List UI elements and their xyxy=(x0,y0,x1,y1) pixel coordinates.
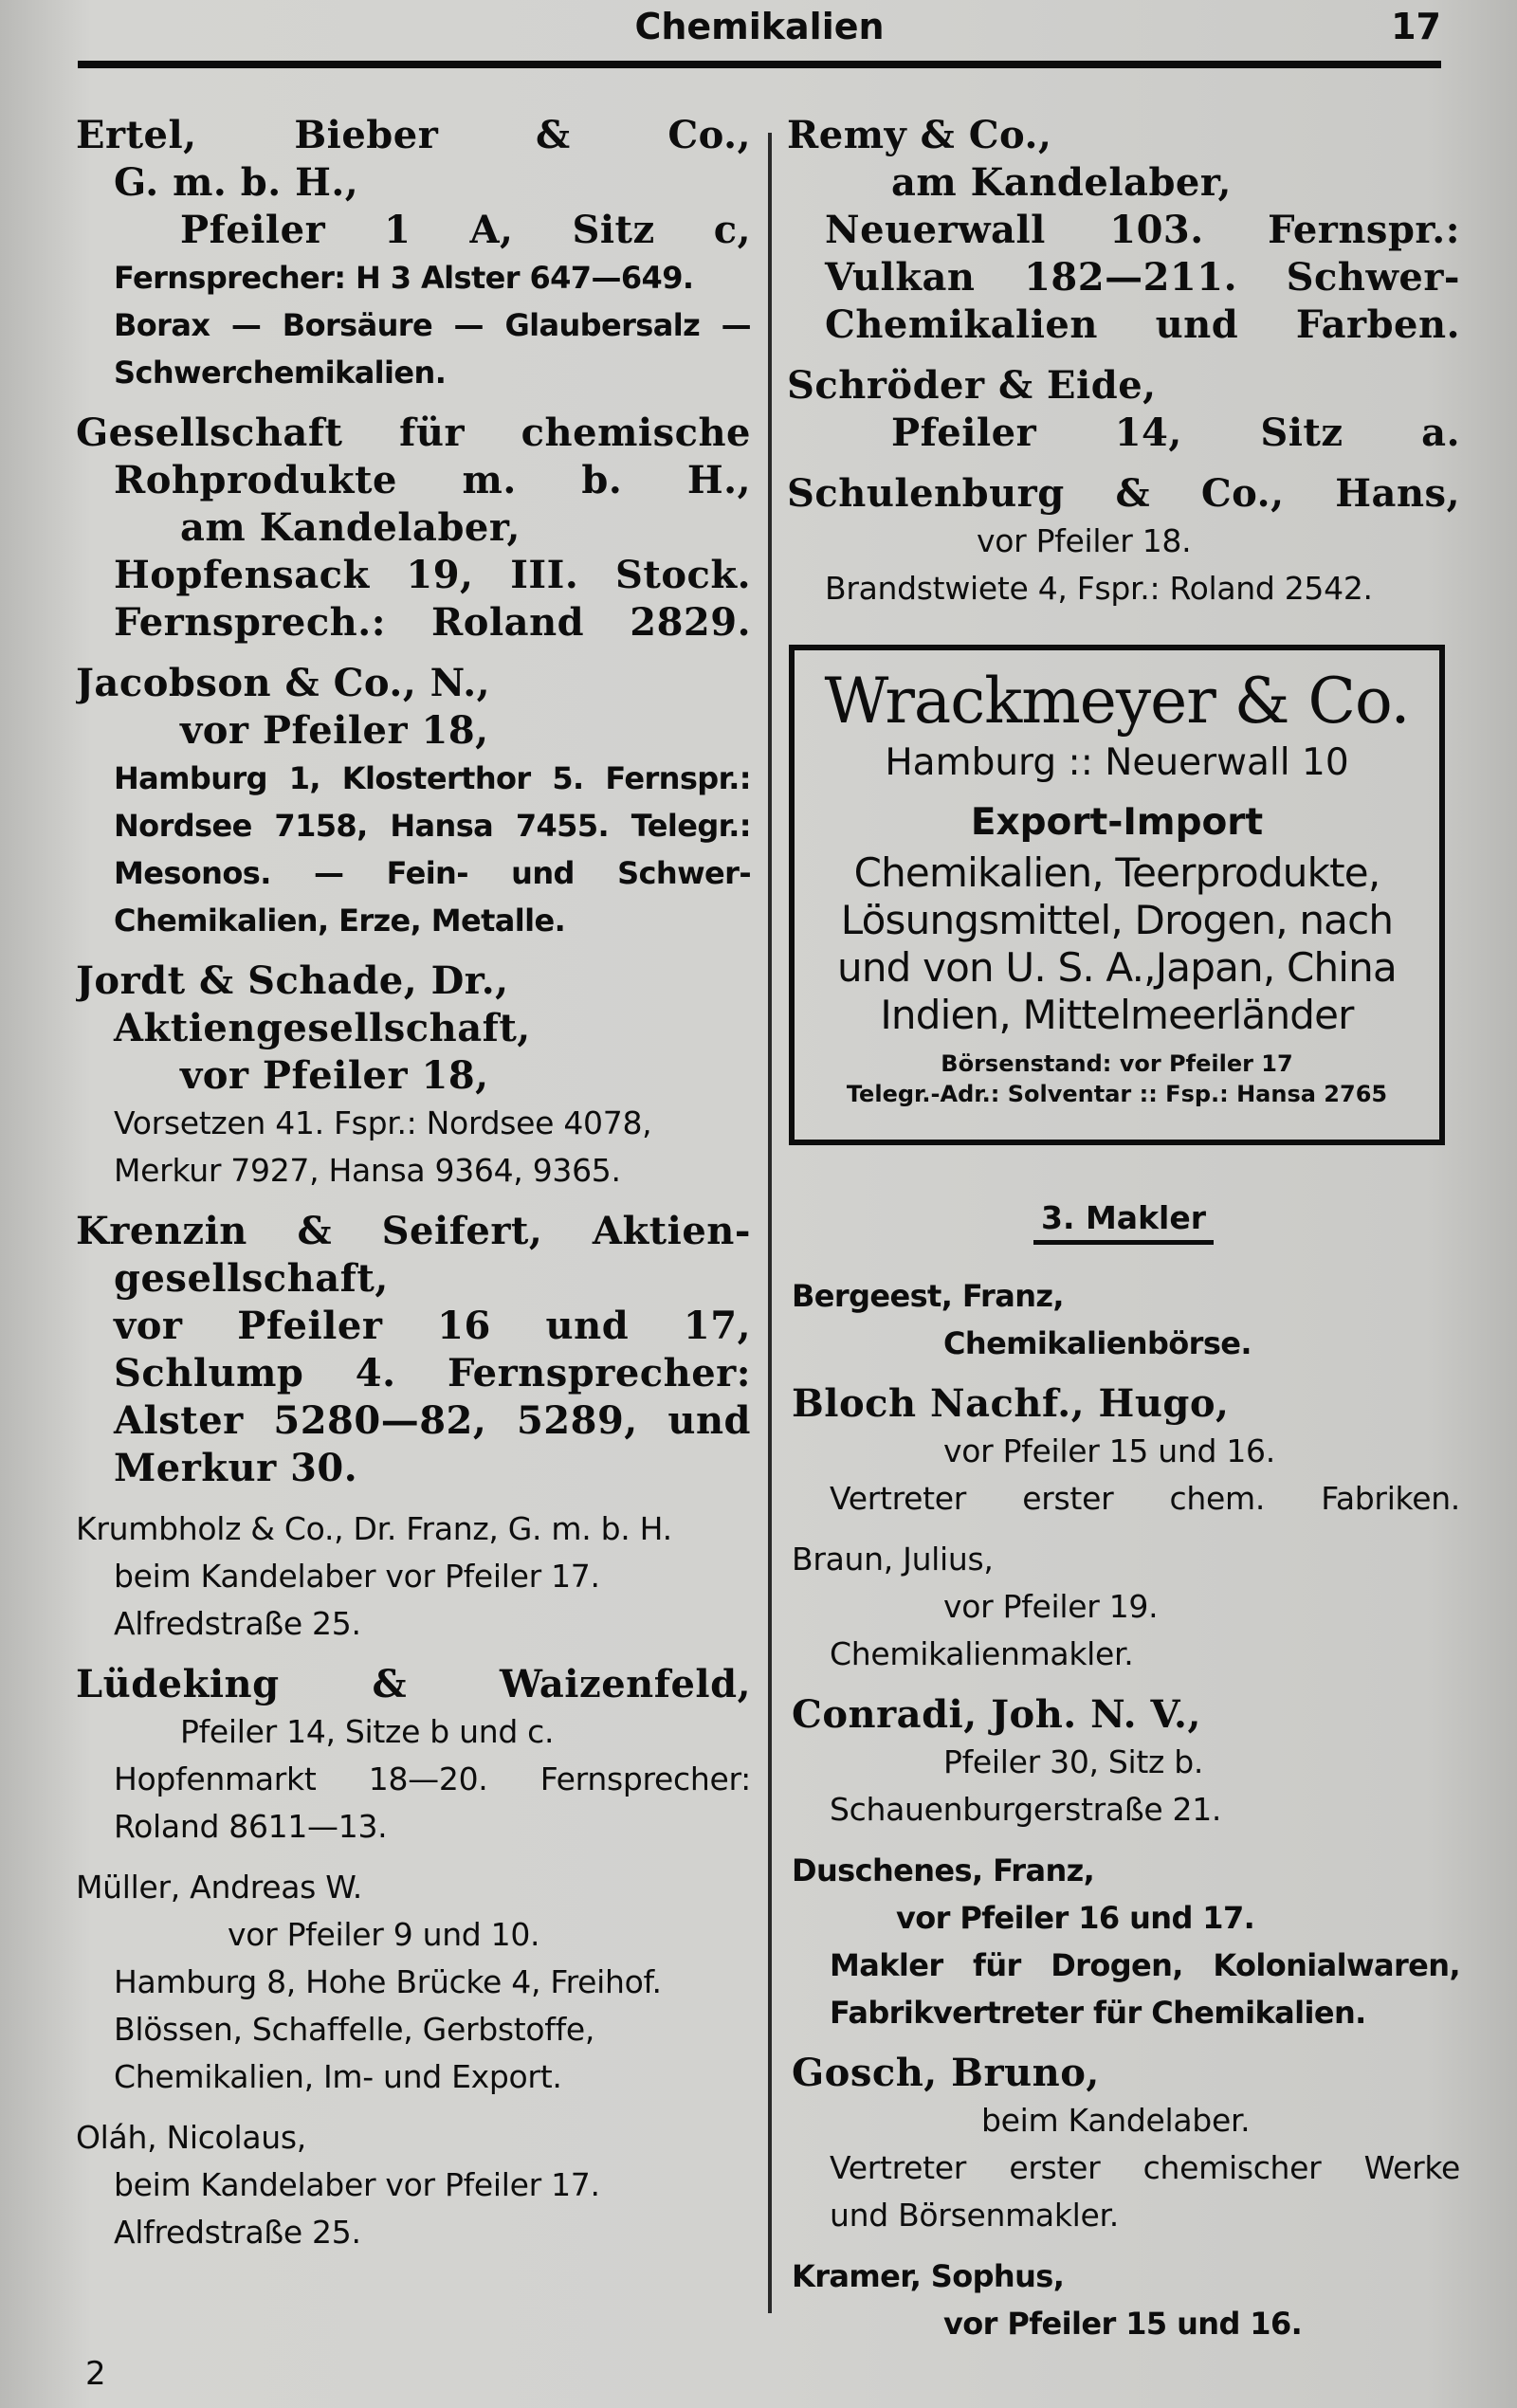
entry-line: Hopfensack 19, III. Stock. xyxy=(114,553,751,597)
entry-name: Schröder & Eide, xyxy=(787,363,1157,408)
entry-line: vor Pfeiler 18, xyxy=(180,1053,489,1098)
entry-line: Fabrikvertreter für Chemikalien. xyxy=(830,1995,1366,2031)
entry-line: Aktiengesellschaft, xyxy=(114,1006,531,1050)
entry-line: Borax — Borsäure — Glaubersalz — xyxy=(114,307,751,343)
directory-entry xyxy=(76,1505,751,1648)
directory-entry xyxy=(792,1272,1460,1367)
entry-line: Makler für Drogen, Kolonialwaren, xyxy=(830,1947,1460,1983)
entry-line: Mesonos. — Fein- und Schwer- xyxy=(114,855,751,891)
entry-line: Vertreter erster chemischer Werke xyxy=(830,2149,1460,2186)
ad-boerse: Börsenstand: vor Pfeiler 17 xyxy=(941,1050,1293,1077)
entry-name: Ertel, Bieber & Co., xyxy=(76,113,751,157)
entry-line: Schauenburgerstraße 21. xyxy=(830,1791,1222,1828)
entry-line: beim Kandelaber. xyxy=(981,2102,1251,2139)
section-title: 3. Makler xyxy=(1033,1196,1214,1245)
entry-name: Müller, Andreas W. xyxy=(76,1869,362,1906)
entry-line: am Kandelaber, xyxy=(180,505,521,550)
entry-line: Chemikalien, Im- und Export. xyxy=(114,2058,562,2095)
entry-line: Hopfenmarkt 18—20. Fernsprecher: xyxy=(114,1760,751,1797)
page-number: 17 xyxy=(1391,6,1441,47)
entry-name: Schulenburg & Co., Hans, xyxy=(787,471,1460,516)
directory-entry xyxy=(76,112,751,396)
entry-line: gesellschaft, xyxy=(114,1256,389,1301)
entry-line: Neuerwall 103. Fernspr.: xyxy=(825,208,1460,252)
entry-line: am Kandelaber, xyxy=(891,160,1232,205)
entry-line: Hamburg 8, Hohe Brücke 4, Freihof. xyxy=(114,1963,662,2000)
ad-company-name: Wrackmeyer & Co. xyxy=(824,665,1410,738)
right-column xyxy=(787,112,1460,626)
entry-name: Lüdeking & Waizenfeld, xyxy=(76,1662,751,1706)
entry-name: Krumbholz & Co., Dr. Franz, G. m. b. H. xyxy=(76,1510,672,1547)
ad-line: Lösungsmittel, Drogen, nach xyxy=(840,897,1394,943)
entry-line: beim Kandelaber vor Pfeiler 17. xyxy=(114,1558,600,1595)
footer-signature: 2 xyxy=(85,2355,106,2393)
entry-name: Kramer, Sophus, xyxy=(792,2258,1065,2294)
entry-line: Pfeiler 14, Sitze b und c. xyxy=(180,1713,555,1750)
ad-line: und von U. S. A.,Japan, China xyxy=(837,944,1397,991)
directory-entry xyxy=(792,2050,1460,2239)
directory-entry xyxy=(76,410,751,647)
entry-line: Chemikalien, Erze, Metalle. xyxy=(114,903,566,939)
entry-name: Conradi, Joh. N. V., xyxy=(792,1692,1201,1737)
entry-line: Rohprodukte m. b. H., xyxy=(114,458,751,502)
entry-name: Remy & Co., xyxy=(787,113,1052,157)
directory-entry xyxy=(76,1208,751,1492)
directory-entry xyxy=(792,1380,1460,1523)
entry-line: G. m. b. H., xyxy=(114,160,359,205)
entry-name: Duschenes, Franz, xyxy=(792,1852,1095,1888)
entry-line: Chemikalienbörse. xyxy=(943,1325,1252,1361)
entry-line: Pfeiler 30, Sitz b. xyxy=(943,1743,1204,1780)
entry-line: Brandstwiete 4, Fspr.: Roland 2542. xyxy=(825,570,1373,607)
directory-entry xyxy=(787,112,1460,349)
ad-trade: Export-Import xyxy=(970,801,1264,844)
ad-contact: Telegr.-Adr.: Solventar :: Fsp.: Hansa 2765 xyxy=(846,1081,1388,1107)
entry-name: Gosch, Bruno, xyxy=(792,2051,1100,2095)
directory-entry xyxy=(792,1536,1460,1678)
entry-line: Schlump 4. Fernsprecher: xyxy=(114,1351,751,1396)
entry-line: Vorsetzen 41. Fspr.: Nordsee 4078, xyxy=(114,1104,652,1141)
entry-line: und Börsenmakler. xyxy=(830,2197,1119,2234)
ad-address: Hamburg :: Neuerwall 10 xyxy=(885,741,1349,784)
directory-entry xyxy=(787,362,1460,457)
page-header xyxy=(78,0,1441,68)
entry-line: vor Pfeiler 18, xyxy=(180,708,489,753)
entry-line: vor Pfeiler 16 und 17. xyxy=(896,1900,1255,1936)
entry-line: Alfredstraße 25. xyxy=(114,1605,361,1642)
entry-line: Merkur 30. xyxy=(114,1446,358,1490)
entry-line: Vertreter erster chem. Fabriken. xyxy=(830,1480,1460,1517)
entry-line: Blössen, Schaffelle, Gerbstoffe, xyxy=(114,2011,595,2048)
directory-entry xyxy=(787,470,1460,612)
directory-entry xyxy=(76,1661,751,1851)
entry-name: Bloch Nachf., Hugo, xyxy=(792,1381,1230,1426)
entry-line: Pfeiler 1 A, Sitz c, xyxy=(180,208,751,252)
entry-name: Oláh, Nicolaus, xyxy=(76,2119,306,2156)
entry-name: Gesellschaft für chemische xyxy=(76,410,751,455)
entry-line: Chemikalienmakler. xyxy=(830,1635,1134,1672)
entry-name: Jordt & Schade, Dr., xyxy=(76,958,509,1003)
entry-line: vor Pfeiler 16 und 17, xyxy=(114,1304,751,1348)
entry-line: Fernsprecher: H 3 Alster 647—649. xyxy=(114,260,694,296)
directory-entry xyxy=(76,958,751,1195)
directory-entry xyxy=(76,1864,751,2101)
entry-line: Vulkan 182—211. Schwer- xyxy=(825,255,1460,300)
brokers-list xyxy=(792,1272,1460,2361)
directory-entry xyxy=(792,1847,1460,2036)
entry-line: vor Pfeiler 18. xyxy=(977,522,1192,559)
entry-line: Alster 5280—82, 5289, und xyxy=(114,1398,751,1443)
entry-line: Nordsee 7158, Hansa 7455. Telegr.: xyxy=(114,808,751,844)
entry-line: beim Kandelaber vor Pfeiler 17. xyxy=(114,2166,600,2203)
left-column xyxy=(76,112,751,2270)
entry-line: vor Pfeiler 19. xyxy=(943,1588,1159,1625)
advertisement-box xyxy=(789,645,1445,1145)
entry-line: Chemikalien und Farben. xyxy=(825,302,1460,347)
page-title: Chemikalien xyxy=(634,6,885,47)
entry-line: vor Pfeiler 15 und 16. xyxy=(943,1432,1275,1469)
column-divider xyxy=(768,133,772,2313)
entry-line: Schwerchemikalien. xyxy=(114,355,447,391)
entry-line: Hamburg 1, Klosterthor 5. Fernspr.: xyxy=(114,760,751,796)
ad-line: Chemikalien, Teerprodukte, xyxy=(853,849,1380,896)
directory-entry xyxy=(76,2114,751,2256)
entry-name: Krenzin & Seifert, Aktien- xyxy=(76,1209,751,1253)
ad-line: Indien, Mittelmeerländer xyxy=(880,992,1354,1038)
entry-line: Fernsprech.: Roland 2829. xyxy=(114,600,751,645)
entry-line: vor Pfeiler 9 und 10. xyxy=(228,1916,540,1953)
entry-line: Pfeiler 14, Sitz a. xyxy=(891,410,1460,455)
entry-name: Bergeest, Franz, xyxy=(792,1278,1064,1314)
directory-entry xyxy=(792,2253,1460,2347)
entry-line: Merkur 7927, Hansa 9364, 9365. xyxy=(114,1152,621,1189)
entry-line: Alfredstraße 25. xyxy=(114,2214,361,2251)
directory-entry xyxy=(76,660,751,944)
directory-entry xyxy=(792,1691,1460,1833)
entry-name: Braun, Julius, xyxy=(792,1541,994,1578)
entry-name: Jacobson & Co., N., xyxy=(76,661,491,705)
entry-line: vor Pfeiler 15 und 16. xyxy=(943,2306,1303,2342)
entry-line: Roland 8611—13. xyxy=(114,1808,388,1845)
